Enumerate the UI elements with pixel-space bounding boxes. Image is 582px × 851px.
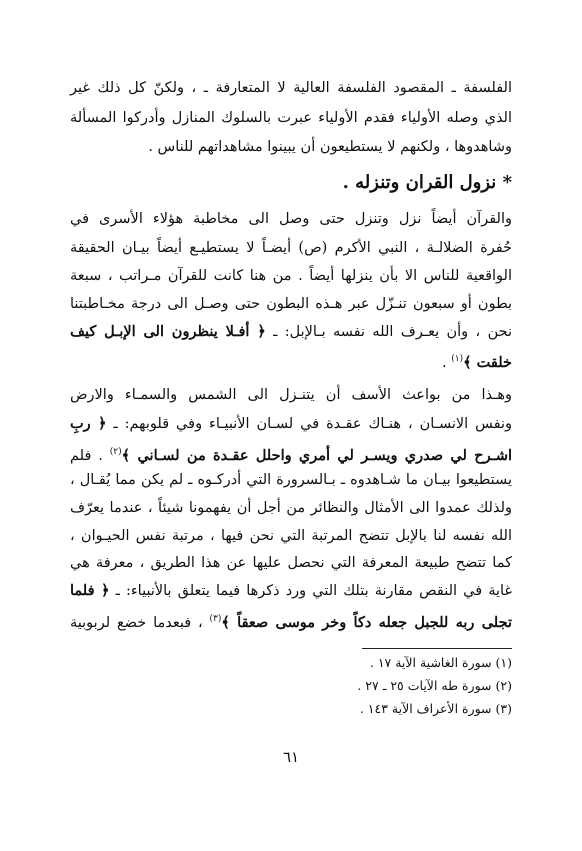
paragraph-3-line-9-end: ، فبعدما خضع لربوبية — [70, 614, 210, 631]
paragraph-2-line-2: حُفرة الضلالـة ، النبي الأكرم (ص) أيضـاً لا يستطيـع أيضاً بيـان الحقيقة — [70, 240, 512, 256]
paragraph-3-line-3 — [70, 442, 512, 466]
paragraph-3-line-8 — [70, 581, 512, 601]
paragraph-2-line-1: والقرآن أيضاً نزل وتنزل حتى وصل الى مخاطبة هؤلاء الأسرى في — [70, 211, 512, 227]
paragraph-2-line-3: الواقعية للناس الا بأن ينزلها أيضاً . من هنا كانت للقرآن مـراتب ، سبعة — [70, 268, 512, 284]
paragraph-3-line-6: الله نفسه لنا بالإبل تتضح المرتبة التي نحن فيها ، مرتبة نفس الحيـوان ، — [70, 528, 512, 544]
paragraph-2-line-5-text: نحن ، وأن يعـرف الله نفسه بـالإبل: ـ — [273, 324, 513, 340]
section-heading: * نزول القران وتنزله . — [342, 172, 512, 193]
paragraph-3-line-3-end: . فلم — [70, 447, 110, 464]
paragraph-3-line-5: ولذلك عمدوا الى الأمثال والنظائر من أجل أن يفهمونا شيئاً ، عندما يعرّف — [70, 500, 512, 516]
quran-quote-3-start: ﴿ فلما — [70, 582, 110, 599]
paragraph-1-line-2: الذي وصله الأولياء فقدم الأولياء عبرت بالسلوك المنازل وأدركوا المسألة — [70, 110, 512, 126]
paragraph-1-line-3: وشاهدوها ، ولكنهم لا يستطيعون أن يبينوا مشاهداتهم للناس . — [148, 139, 512, 155]
paragraph-2-line-6 — [70, 349, 512, 373]
paragraph-3-line-2-text: ونفس الانسـان ، هنـاك عقـدة في لسـان الأنبيـاء وفي قلوبهم: ـ — [113, 416, 513, 432]
paragraph-2-line-6-end: . — [442, 354, 452, 371]
quran-quote-1-start: ﴿ أفـلا ينظرون الى الإبـل كيف — [70, 323, 266, 340]
paragraph-3-line-1: وهـذا من بواعث الأسف أن يتنـزل الى الشمس والسمـاء والارض — [70, 387, 512, 403]
paragraph-3-line-9 — [70, 609, 512, 633]
quran-quote-3-end: تجلى ربه للجبل جعله دكاً وخر موسى صعقاً ﴾ — [221, 613, 512, 631]
paragraph-3-line-4: يستطيعوا بيـان ما شـاهدوه ـ بـالسرورة التي أدركـوه ـ لم يكن مما يُقـال ، — [70, 472, 512, 488]
page-number: ٦١ — [282, 748, 300, 766]
paragraph-3-line-2 — [70, 414, 512, 434]
footnote-2: (٢) سورة طه الآيات ٢٥ ـ ٢٧ . — [357, 678, 512, 693]
quran-quote-1-end: خلقت ﴾ — [463, 353, 512, 371]
footnote-1: (١) سورة الغاشية الآية ١٧ . — [369, 655, 512, 670]
quran-quote-2-start: ﴿ ربِ — [70, 415, 107, 432]
paragraph-3-line-7: كما تتضح طبيعة المعرفة التي نحصل عليها عن هذا الطريق ، معرفة هي — [70, 555, 512, 571]
footnote-separator — [362, 648, 512, 649]
footnote-ref-1: (١) — [451, 354, 464, 364]
footnote-3: (٣) سورة الأعراف الآية ١٤٣ . — [359, 701, 512, 716]
paragraph-2-line-5 — [70, 322, 512, 342]
footnote-ref-3: (٣) — [209, 614, 222, 624]
paragraph-2-line-4: بطون أو سبعون تنـزّل عبر هـذه البطون حتى وصـل الى درجة مخـاطبتنا — [70, 296, 512, 312]
footnote-ref-2: (٢) — [109, 447, 122, 457]
paragraph-1-line-1: الفلسفة ـ المقصود الفلسفة العالية لا المتعارفة ـ ، ولكنّ كل ذلك غير — [70, 80, 512, 96]
quran-quote-2-end: اشـرح لي صدري ويسـر لي أمري واحلل عقـدة من لسـاني ﴾ — [121, 446, 512, 464]
paragraph-3-line-8-text: غاية في النقص مقارنة بتلك التي ورد ذكرها فيما يتعلق بالأنبياء: ـ — [115, 583, 513, 599]
